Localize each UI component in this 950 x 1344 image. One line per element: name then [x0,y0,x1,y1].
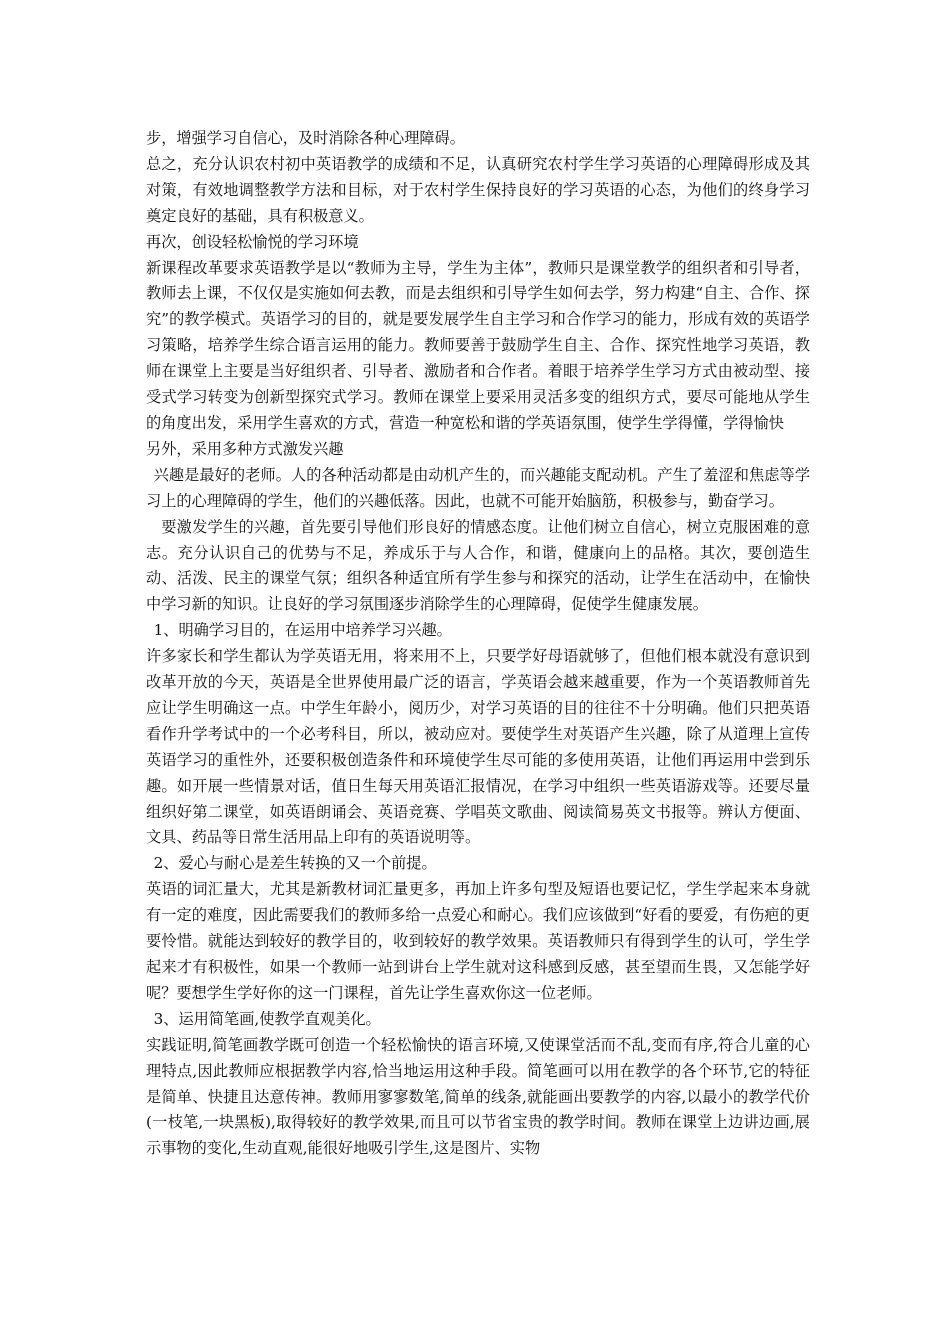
paragraph-stimulate-interest: 要激发学生的兴趣，首先要引导他们形良好的情感态度。让他们树立自信心，树立克服困难的意志。充分认识自己的优势与不足，养成乐于与人合作，和谐，健康向上的品格。其次，要创造生动、活泼、民主的课堂气氛；组织各种适宜所有学生参与和探究的活动，让学生在活动中，在愉快中学习新的知识。让良好的学习氛围逐步消除学生的心理障碍，促使学生健康发展。 [146,517,810,614]
document-body [146,126,810,1162]
section-heading-interest: 另外，采用多种方式激发兴趣 [146,439,344,458]
paragraph-vocabulary: 英语的词汇量大，尤其是新教材词汇量更多，再加上许多句型及短语也要记忆，学生学起来本身就有一定的难度，因此需要我们的教师多给一点爱心和耐心。我们应该做到“好看的要爱，有伤疤的更要怜惜。就能达到较好的教学目的，收到较好的教学效果。英语教师只有得到学生的认可，学生学起来才有积极性，如果一个教师一站到讲台上学生就对这科感到反感，甚至望而生畏，又怎能学好呢？要想学生学好你的这一门课程，首先让学生喜欢你这一位老师。 [146,880,810,1002]
paragraph-english-usefulness: 许多家长和学生都认为学英语无用，将来用不上，只要学好母语就够了，但他们根本就没有意识到改革开放的今天，英语是全世界使用最广泛的语言，学英语会越来越重要，作为一个英语教师首先应让学生明确这一点。中学生年龄小，阅历少，对学习英语的目的往往不十分明确。他们只把英语看作升学考试中的一个必考科目，所以，被动应对。要使学生对英语产生兴趣，除了从道理上宣传英语学习的重性外，还要积极创造条件和环境使学生尽可能的多使用英语，让他们再运用中尝到乐趣。如开展一些情景对话，值日生每天用英语汇报情况，在学习中组织一些英语游戏等。还要尽量组织好第二课堂，如英语朗诵会、英语竞赛、学唱英文歌曲、阅读简易英文书报等。辨认方便面、文具、药品等日常生活用品上印有的英语说明等。 [146,647,810,847]
section-heading-environment: 再次，创设轻松愉悦的学习环境 [146,232,359,251]
subheading-2-love-patience: 2、爱心与耐心是差生转换的又一个前提。 [153,854,437,873]
paragraph-stick-drawing: 实践证明,简笔画教学既可创造一个轻松愉快的语言环境,又使课堂活而不乱,变而有序,符合儿童的心理特点,因此教师应根据教学内容,恰当地运用这种手段。简笔画可以用在教学的各个环节,它的特征是简单、快捷且达意传神。教师用寥寥数笔,简单的线条,就能画出要教学的内容,以最小的教学代价(一枝笔,一块黑板),取得较好的教学效果,而且可以节省宝贵的教学时间。教师在课堂上边讲边画,展示事物的变化,生动直观,能很好地吸引学生,这是图片、实物 [146,1035,810,1158]
paragraph-intro-fragment: 步，增强学习自信心，及时消除各种心理障碍。 [146,129,465,147]
paragraph-interest-teacher: 兴趣是最好的老师。人的各种活动都是由动机产生的，而兴趣能支配动机。产生了羞涩和焦虑等学习上的心理障碍的学生，他们的兴趣低落。因此，也就不可能开始脑筋，积极参与，勤奋学习。 [146,465,810,510]
subheading-3-stick-drawing: 3、运用简笔画,使教学直观美化。 [153,1009,381,1028]
paragraph-conclusion: 总之，充分认识农村初中英语教学的成绩和不足，认真研究农村学生学习英语的心理障碍形成及其对策，有效地调整教学方法和目标，对于农村学生保持良好的学习英语的心态，为他们的终身学习奠定良好的基础，具有积极意义。 [146,154,810,225]
subheading-1-learning-goal: 1、明确学习目的，在运用中培养学习兴趣。 [153,621,452,640]
paragraph-curriculum-reform: 新课程改革要求英语教学是以“教师为主导，学生为主体”，教师只是课堂教学的组织者和引导者，教师去上课，不仅仅是实施如何去教，而是去组织和引导学生如何去学，努力构建“自主、合作、探究”的教学模式。英语学习的目的，就是要发展学生自主学习和合作学习的能力，形成有效的英语学习策略，培养学生综合语言运用的能力。教师要善于鼓励学生自主、合作、探究性地学习英语，教师在课堂上主要是当好组织者、引导者、激励者和合作者。着眼于培养学生学习方式由被动型、接受式学习转变为创新型探究式学习。教师在课堂上要采用灵活多变的组织方式，要尽可能地从学生的角度出发，采用学生喜欢的方式，营造一种宽松和谐的学英语氛围，使学生学得懂，学得愉快 [146,258,810,432]
